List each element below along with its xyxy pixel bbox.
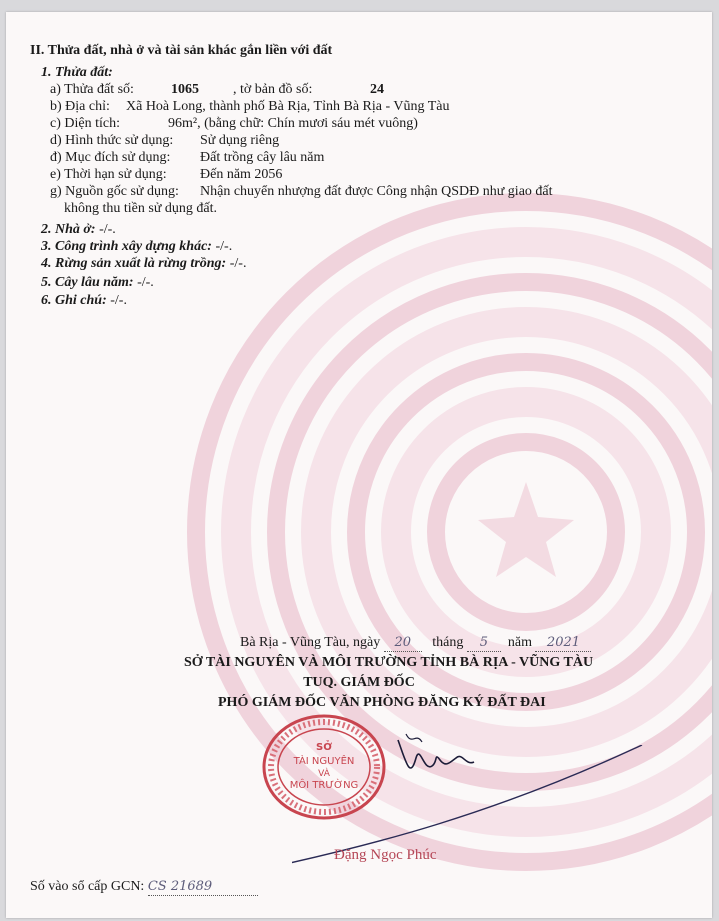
date-year: 2021 [535,634,591,652]
registry-label: Số vào sổ cấp GCN: [30,879,145,894]
date-day: 20 [384,634,422,652]
item-label: 5. Cây lâu năm: [41,275,134,290]
proxy-title: TUQ. GIÁM ĐỐC [303,675,415,690]
area-label: c) Diện tích: [50,116,120,131]
parcel-number: 1065 [171,82,199,97]
registry-number: CS 21689 [148,878,258,896]
date-prefix: Bà Rịa - Vũng Tàu, ngày [240,635,381,650]
item-label: 6. Ghi chú: [41,293,107,308]
map-number: 24 [370,82,384,97]
item-label: 2. Nhà ở: [41,222,96,237]
item-other-construction [41,238,232,255]
year-label: năm [507,635,532,650]
authority-name: SỞ TÀI NGUYÊN VÀ MÔI TRƯỜNG TỈNH BÀ RỊA - VŨNG TÀU [184,655,594,670]
certificate-page [6,12,712,918]
signer-name: Đặng Ngọc Phúc [334,847,437,863]
land-heading: 1. Thửa đất: [41,65,113,80]
usage-purpose-label: đ) Mục đích sử dụng: [50,150,171,165]
item-perennial-trees [41,274,154,291]
svg-text:TÀI NGUYÊN: TÀI NGUYÊN [293,756,355,767]
usage-form-label: d) Hình thức sử dụng: [50,133,174,148]
parcel-label: a) Thửa đất số: [50,82,134,97]
item-value: -/-. [110,293,127,308]
map-label: , tờ bản đồ số: [233,82,313,97]
origin-value-line2: không thu tiền sử dụng đất. [64,201,218,216]
usage-form-value: Sử dụng riêng [200,133,280,148]
date-month: 5 [467,634,501,652]
address-label: b) Địa chỉ: [50,99,110,114]
item-value: -/-. [215,239,233,254]
registry-line [30,878,258,896]
item-value: -/-. [137,275,154,290]
area-value: 96m², (bằng chữ: Chín mươi sáu mét vuông) [168,116,418,131]
date-line [240,634,591,652]
item-label: 4. Rừng sản xuất là rừng trồng: [41,256,227,271]
address-value: Xã Hoà Long, thành phố Bà Rịa, Tỉnh Bà Rịa - Vũng Tàu [126,99,450,114]
signer-position: PHÓ GIÁM ĐỐC VĂN PHÒNG ĐĂNG KÝ ĐẤT ĐAI [218,695,546,710]
usage-purpose-value: Đất trồng cây lâu năm [200,150,325,165]
item-notes [41,292,127,309]
item-label: 3. Công trình xây dựng khác: [41,239,212,254]
svg-text:VÀ: VÀ [318,769,330,779]
origin-value-line1: Nhận chuyển nhượng đất được Công nhận QSDĐ như giao đất [200,184,553,199]
usage-term-value: Đến năm 2056 [200,167,283,182]
usage-term-label: e) Thời hạn sử dụng: [50,167,167,182]
item-plantation-forest [41,255,246,272]
item-value: -/-. [99,222,116,237]
origin-label: g) Nguồn gốc sử dụng: [50,184,179,199]
svg-text:MÔI TRƯỜNG: MÔI TRƯỜNG [289,780,359,791]
svg-text:SỞ: SỞ [316,742,332,753]
item-value: -/-. [229,256,247,271]
item-house [41,221,116,238]
section-title: II. Thửa đất, nhà ở và tài sản khác gắn liền với đất [30,43,333,58]
month-label: tháng [432,635,464,650]
